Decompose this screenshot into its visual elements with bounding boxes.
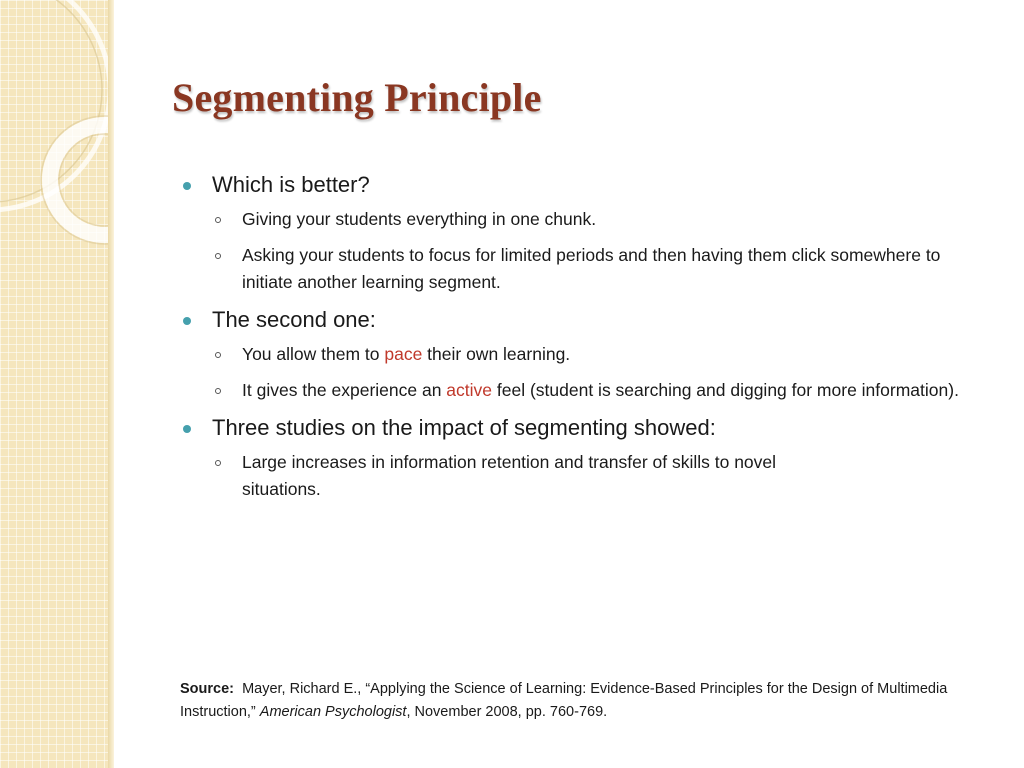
sub-bullet-item [180, 206, 970, 233]
source-label: Source: [180, 681, 234, 697]
sub-bullet-text-after: feel (student is searching and digging for more information). [492, 380, 959, 400]
sub-bullet-ring-icon [215, 217, 221, 223]
sub-bullet-ring-icon [215, 388, 221, 394]
sub-bullet-item [180, 242, 970, 296]
bullet-item [180, 170, 970, 200]
sub-bullet-text-before: You allow them to [242, 344, 385, 364]
sub-bullet-text-after: their own learning. [422, 344, 571, 364]
decorative-sidebar [0, 0, 114, 768]
highlight-word: pace [384, 344, 423, 364]
bullet-list [180, 170, 970, 512]
bullet-item [180, 413, 970, 443]
bullet-text: The second one: [212, 307, 376, 332]
sidebar-edge [108, 0, 114, 768]
sub-bullet-text: Giving your students everything in one chunk. [242, 209, 597, 229]
sub-bullet-item [180, 449, 840, 503]
bullet-dot-icon [183, 425, 191, 433]
sub-bullet-text: Large increases in information retention and transfer of skills to novel situations. [242, 452, 777, 499]
sub-bullet-text: Asking your students to focus for limited periods and then having them click somewhere to initiate another learning segment. [242, 245, 941, 292]
decorative-rings [0, 0, 114, 300]
bullet-text: Which is better? [212, 172, 370, 197]
bullet-item [180, 305, 970, 335]
sub-bullet-item [180, 341, 970, 368]
bullet-text: Three studies on the impact of segmenting showed: [212, 415, 716, 440]
highlight-word: active [446, 380, 493, 400]
source-text: Mayer, Richard E., “Applying the Science of Learning: Evidence-Based Principles for the Design of Multimedia Instruction,” [180, 681, 948, 720]
source-text-end: , November 2008, pp. 760-769. [406, 704, 608, 720]
sub-bullet-item [180, 377, 970, 404]
source-journal: American Psychologist [259, 704, 407, 720]
bullet-dot-icon [183, 182, 191, 190]
source-citation [180, 678, 980, 724]
sub-bullet-ring-icon [215, 253, 221, 259]
sub-bullet-ring-icon [215, 352, 221, 358]
bullet-dot-icon [183, 317, 191, 325]
sub-bullet-ring-icon [215, 460, 221, 466]
slide-title: Segmenting Principle [172, 75, 542, 120]
sub-bullet-text-before: It gives the experience an [242, 380, 447, 400]
